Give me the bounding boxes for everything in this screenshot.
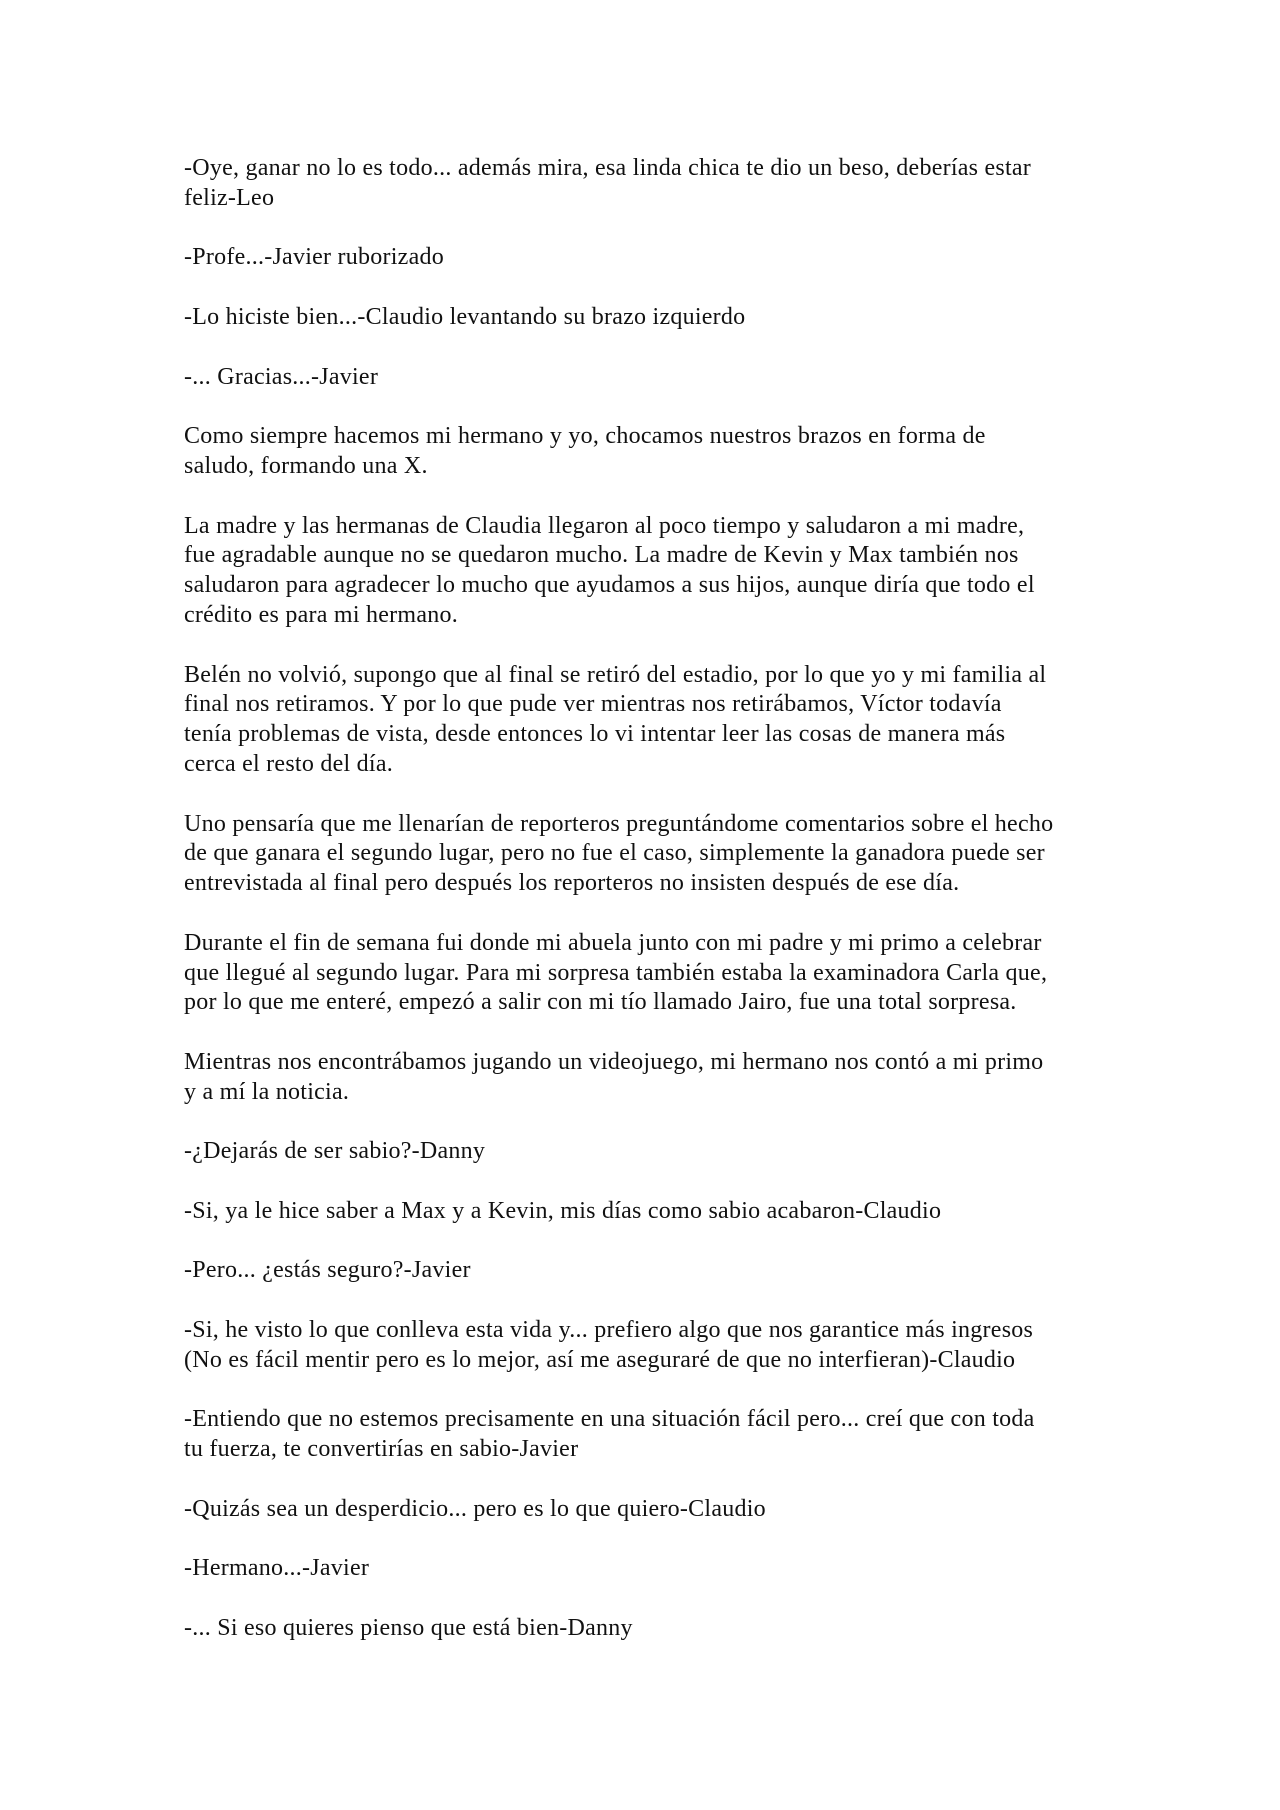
paragraph (184, 303, 1144, 333)
paragraph (184, 1614, 1144, 1644)
text-line: saludo, formando una X. (184, 452, 428, 479)
paragraph (184, 243, 1144, 273)
paragraph (184, 661, 1144, 780)
text-line: fue agradable aunque no se quedaron mucho. La madre de Kevin y Max también nos (184, 542, 1019, 569)
text-line: La madre y las hermanas de Claudia llegaron al poco tiempo y saludaron a mi madre, (184, 512, 1025, 539)
text-line: y a mí la noticia. (184, 1078, 350, 1105)
text-line: Durante el fin de semana fui donde mi abuela junto con mi padre y mi primo a celebrar (184, 929, 1042, 956)
paragraph (184, 1316, 1144, 1376)
text-line: tenía problemas de vista, desde entonces lo vi intentar leer las cosas de manera más (184, 721, 1006, 748)
paragraph (184, 154, 1144, 214)
text-line: Belén no volvió, supongo que al final se retiró del estadio, por lo que yo y mi familia al (184, 661, 1047, 688)
paragraph (184, 422, 1144, 482)
paragraph (184, 512, 1144, 631)
text-line: crédito es para mi hermano. (184, 601, 458, 628)
text-line: que llegué al segundo lugar. Para mi sorpresa también estaba la examinadora Carla que, (184, 959, 1048, 986)
text-line: -... Si eso quieres pienso que está bien-Danny (184, 1615, 633, 1642)
paragraph (184, 1137, 1144, 1167)
text-line: -Entiendo que no estemos precisamente en una situación fácil pero... creí que con toda (184, 1406, 1035, 1433)
paragraph (184, 1256, 1144, 1286)
text-line: saludaron para agradecer lo mucho que ayudamos a sus hijos, aunque diría que todo el (184, 572, 1035, 599)
text-line: final nos retiramos. Y por lo que pude ver mientras nos retirábamos, Víctor todavía (184, 691, 1002, 718)
text-line: Como siempre hacemos mi hermano y yo, chocamos nuestros brazos en forma de (184, 423, 986, 450)
text-line: -Quizás sea un desperdicio... pero es lo que quiero-Claudio (184, 1495, 766, 1522)
text-line: -Profe...-Javier ruborizado (184, 244, 444, 271)
text-line: -Lo hiciste bien...-Claudio levantando su brazo izquierdo (184, 303, 746, 330)
text-line: -Si, he visto lo que conlleva esta vida y... prefiero algo que nos garantice más ingresos (184, 1317, 1034, 1344)
text-line: -Hermano...-Javier (184, 1555, 370, 1582)
text-line: cerca el resto del día. (184, 750, 393, 777)
paragraph (184, 1405, 1144, 1465)
text-line: tu fuerza, te convertirías en sabio-Javier (184, 1436, 579, 1463)
text-line: por lo que me enteré, empezó a salir con mi tío llamado Jairo, fue una total sorpresa. (184, 989, 1017, 1016)
text-line: (No es fácil mentir pero es lo mejor, así me aseguraré de que no interfieran)-Claudio (184, 1346, 1016, 1373)
paragraph (184, 929, 1144, 1018)
paragraph (184, 810, 1144, 899)
text-line: Uno pensaría que me llenarían de reporteros preguntándome comentarios sobre el hecho (184, 810, 1054, 837)
paragraph (184, 1495, 1144, 1525)
text-line: -... Gracias...-Javier (184, 363, 379, 390)
text-line: -¿Dejarás de ser sabio?-Danny (184, 1138, 486, 1165)
text-line: -Pero... ¿estás seguro?-Javier (184, 1257, 471, 1284)
document-body (184, 154, 1144, 1674)
text-line: feliz-Leo (184, 184, 275, 211)
paragraph (184, 1048, 1144, 1108)
text-line: de que ganara el segundo lugar, pero no fue el caso, simplemente la ganadora puede ser (184, 840, 1045, 867)
text-line: entrevistada al final pero después los reporteros no insisten después de ese día. (184, 870, 960, 897)
text-line: -Si, ya le hice saber a Max y a Kevin, mis días como sabio acabaron-Claudio (184, 1197, 942, 1224)
paragraph (184, 1554, 1144, 1584)
text-line: -Oye, ganar no lo es todo... además mira, esa linda chica te dio un beso, deberías estar (184, 155, 1032, 181)
paragraph (184, 363, 1144, 393)
paragraph (184, 1197, 1144, 1227)
text-line: Mientras nos encontrábamos jugando un videojuego, mi hermano nos contó a mi primo (184, 1048, 1044, 1075)
